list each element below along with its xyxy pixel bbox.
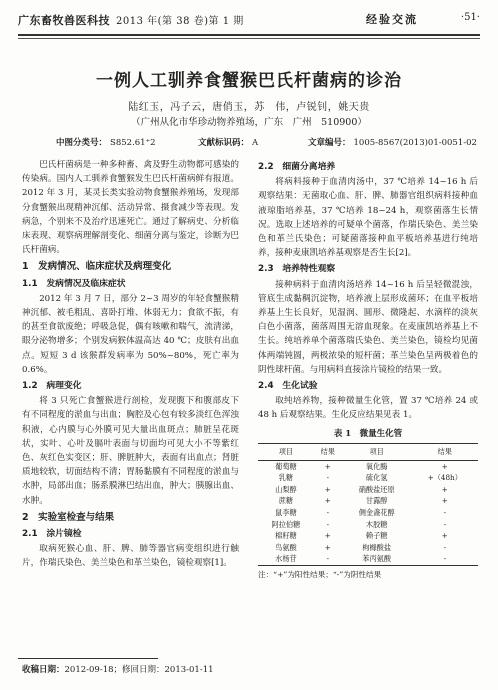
- table-row: [258, 461, 478, 473]
- article-affiliation: （广州从化市华珍动物养殖场，广东 广州 510900）: [131, 117, 367, 128]
- table-row: [258, 542, 478, 554]
- table-cell: 硫化氢: [365, 473, 388, 483]
- table-header-cell: 项目: [258, 443, 314, 460]
- table-body: [258, 461, 478, 566]
- table-cell: +: [441, 496, 448, 506]
- table-cell: 棉籽糖: [275, 531, 297, 541]
- table-row: [258, 507, 478, 519]
- table-cell: -: [412, 554, 478, 566]
- paragraph-2-1: 取病死猴心血、肝、脾、肺等器官病变组织进行触片，作瑞氏染色、美兰染色和革兰染色，镜检观察[1]。: [22, 544, 239, 569]
- table-cell: -: [326, 473, 330, 483]
- table-cell: 蔗糖: [278, 496, 294, 506]
- table-cell: -: [314, 554, 342, 566]
- biochemical-table: [258, 443, 478, 567]
- table-row: [258, 484, 478, 496]
- table-cell: -: [326, 507, 330, 517]
- intro-paragraph: 巴氏杆菌病是一种多种畜、禽及野生动物都可感染的传染病。国内人工驯养食蟹猴发生巴氏杆菌病鲜有报道。2012 年 3 月，某灵长类实验动物食蟹猴养殖场，发现部分食蟹猴出现精神沉郁、活动异常、摄食减少等表现。发病急，个别来不及治疗迅速死亡。通过了解病史、分析临床表现、观察病理解剖变化、细菌分离与鉴定，诊断为巴氏杆菌病。: [22, 160, 239, 256]
- table-cell: -: [443, 542, 447, 552]
- document-code: [198, 136, 258, 148]
- running-header: [18, 8, 480, 34]
- subsection-heading-2-3: 2.3 培养特性观察: [258, 264, 336, 275]
- received-date-value: 2012-09-18；修回日期：2013-01-11: [64, 665, 214, 675]
- article-title: 一例人工驯养食蟹猴巴氏杆菌病的诊治: [96, 71, 402, 91]
- subsection-heading-2-4: 2.4 生化试验: [258, 381, 318, 392]
- journal-name: [18, 12, 244, 28]
- subsection-heading-1-1: 1.1 发病情况及临床症状: [22, 278, 126, 289]
- clc-label: 中图分类号：: [56, 138, 108, 148]
- table-cell: 鼠李糖: [275, 507, 297, 517]
- table-cell: +: [324, 484, 331, 494]
- table-cell: -: [326, 519, 330, 529]
- paragraph-1-2: 将 3 只死亡食蟹猴进行剖检，发现腹下和腹部皮下有不同程度的淤血与出血；胸腔及心包有较多淡红色浑浊积液，心内膜与心外膜可见大量出血斑点；肺脏呈花斑状，实叶、心叶及膈叶表面与切面均可见大小不等紫红色、灰红色实变区；肝、脾脏肿大，表面有出血点；肾脏质地较软，切面结构不清；胃肠黏膜有不同程度的淤血与水肿，局部出血；肠系膜淋巴结出血，肿大；胰腺出血、水肿。: [22, 396, 239, 506]
- table-cell: +: [324, 461, 331, 471]
- subsection-heading-2-1: 2.1 涂片镜检: [22, 529, 82, 540]
- footnote-rule: [18, 658, 158, 659]
- section-heading-1: 1 发病情况、临床症状及病理变化: [22, 261, 172, 273]
- table-row: [258, 531, 478, 543]
- article-authors: 陆红玉，冯子云，唐俏玉，苏 伟，卢锐钊，姚天贵: [128, 102, 370, 113]
- table-cell: +: [324, 496, 331, 506]
- table-cell: 侧金盏花醇: [358, 507, 395, 517]
- header-rule: [18, 34, 480, 36]
- table-cell: 山梨醇: [275, 484, 297, 494]
- table-cell: 葡萄糖: [275, 461, 297, 471]
- table-cell: -: [443, 519, 447, 529]
- table-note: 注：“+”为阳性结果；“-”为阴性结果: [258, 570, 382, 580]
- left-column: [22, 158, 239, 571]
- clc-value: S852.61⁺2: [110, 138, 156, 148]
- table-row: [258, 554, 478, 566]
- issue-info: 2013 年(第 38 卷)第 1 期: [116, 16, 244, 27]
- table-header-cell: 结果: [314, 443, 342, 460]
- header-rule-thin: [18, 38, 480, 39]
- article-number-value: 1005-8567(2013)01-0051-02: [353, 138, 477, 148]
- page-number: ·51·: [460, 12, 480, 23]
- article-number-label: 文章编号：: [308, 138, 351, 148]
- table-cell: +: [441, 461, 448, 471]
- table-cell: +: [324, 542, 331, 552]
- article-number: [308, 136, 477, 148]
- table-cell: +: [441, 531, 448, 541]
- subsection-heading-1-2: 1.2 病理变化: [22, 381, 82, 392]
- table-cell: 氧化酶: [365, 461, 388, 471]
- document-code-label: 文献标识码：: [198, 138, 250, 148]
- table-cell: 赖子糖: [365, 531, 388, 541]
- table-row: [258, 496, 478, 508]
- right-column: [258, 158, 478, 583]
- section-heading-2: 2 实验室检查与结果: [22, 511, 115, 523]
- table-header-cell: 项目: [342, 443, 412, 460]
- table-cell: +（48h）: [427, 473, 462, 483]
- paragraph-2-3: 接种病料于血清肉汤培养 14~16 h 后呈轻微混浊，管底生成黏稠沉淀物，培养液上层形成菌环；在血平板培养基上生长良好，见湿润、圆形、微隆起、水滴样的淡灰白色小菌落，菌落周围无溶血现象。在麦康凯培养基上不生长。纯培养单个菌落瑞氏染色、美兰染色，镜检均见菌体两端钝圆，两极浓染的短杆菌；革兰染色呈两极着色的阴性球杆菌。与用病料直接涂片镜检的结果一致。: [258, 279, 478, 375]
- table-cell: 水杨苷: [258, 554, 314, 566]
- paragraph-1-1: 2012 年 3 月 7 日，部分 2~3 周岁的年轻食蟹猴精神沉郁、被毛粗乱、喜卧打堆、体弱无力；食欲不振，有的甚至食欲废绝；呼吸急促，偶有咳嗽和喘气，流清涕，眼分泌物增多；个别发病猴体温高达 40 ℃；皮肤有出血点。短短 3 d 该猴群发病率为 50%~80%，死亡率为 0.6%。: [22, 293, 239, 375]
- table-cell: 鸟氨酸: [275, 542, 297, 552]
- table-cell: 苯丙氨酸: [342, 554, 412, 566]
- table-cell: 枸橼酸盐: [362, 542, 392, 552]
- table-cell: 阿拉伯糖: [271, 519, 301, 529]
- table-cell: +: [441, 484, 448, 494]
- table-cell: 甘露醇: [365, 496, 388, 506]
- table-row: [258, 519, 478, 531]
- journal-title: 广东畜牧兽医科技: [18, 14, 110, 27]
- table-cell: 木胶糖: [365, 519, 388, 529]
- table-cell: +: [324, 531, 331, 541]
- table-row: [258, 473, 478, 485]
- paragraph-2-4: 取纯培养物，接种微量生化管，置 37 ℃培养 24 或 48 h 后观察结果。生化反应结果见表 1。: [258, 396, 478, 421]
- table-header-cell: 结果: [412, 443, 478, 460]
- document-code-value: A: [252, 138, 259, 148]
- received-date-footnote: [22, 663, 214, 675]
- table-caption: 表 1 微量生化管: [333, 428, 403, 439]
- clc-number: [56, 136, 155, 148]
- table-cell: 硝酸盐还原: [358, 484, 395, 494]
- table-header-row: [258, 443, 478, 460]
- received-date-label: 收稿日期：: [22, 665, 65, 675]
- subsection-heading-2-2: 2.2 细菌分离培养: [258, 162, 336, 172]
- paragraph-2-2: 将病料接种于血清肉汤中，37 ℃培养 14~16 h 后观察结果：无菌取心血、肝、脾、肺器官组织病料接种血液琼脂培养基，37 ℃培养 18~24 h，观察菌落生长情况。选取上述培养的可疑单个菌落，作瑞氏染色、美兰染色和革兰氏染色；可疑菌落接种血平板培养基进行纯培养，接种麦康凯培养基观察是否生长[2]。: [258, 177, 478, 259]
- column-name: 经验交流: [366, 13, 418, 26]
- table-cell: -: [443, 507, 447, 517]
- table-cell: 乳糖: [278, 473, 294, 483]
